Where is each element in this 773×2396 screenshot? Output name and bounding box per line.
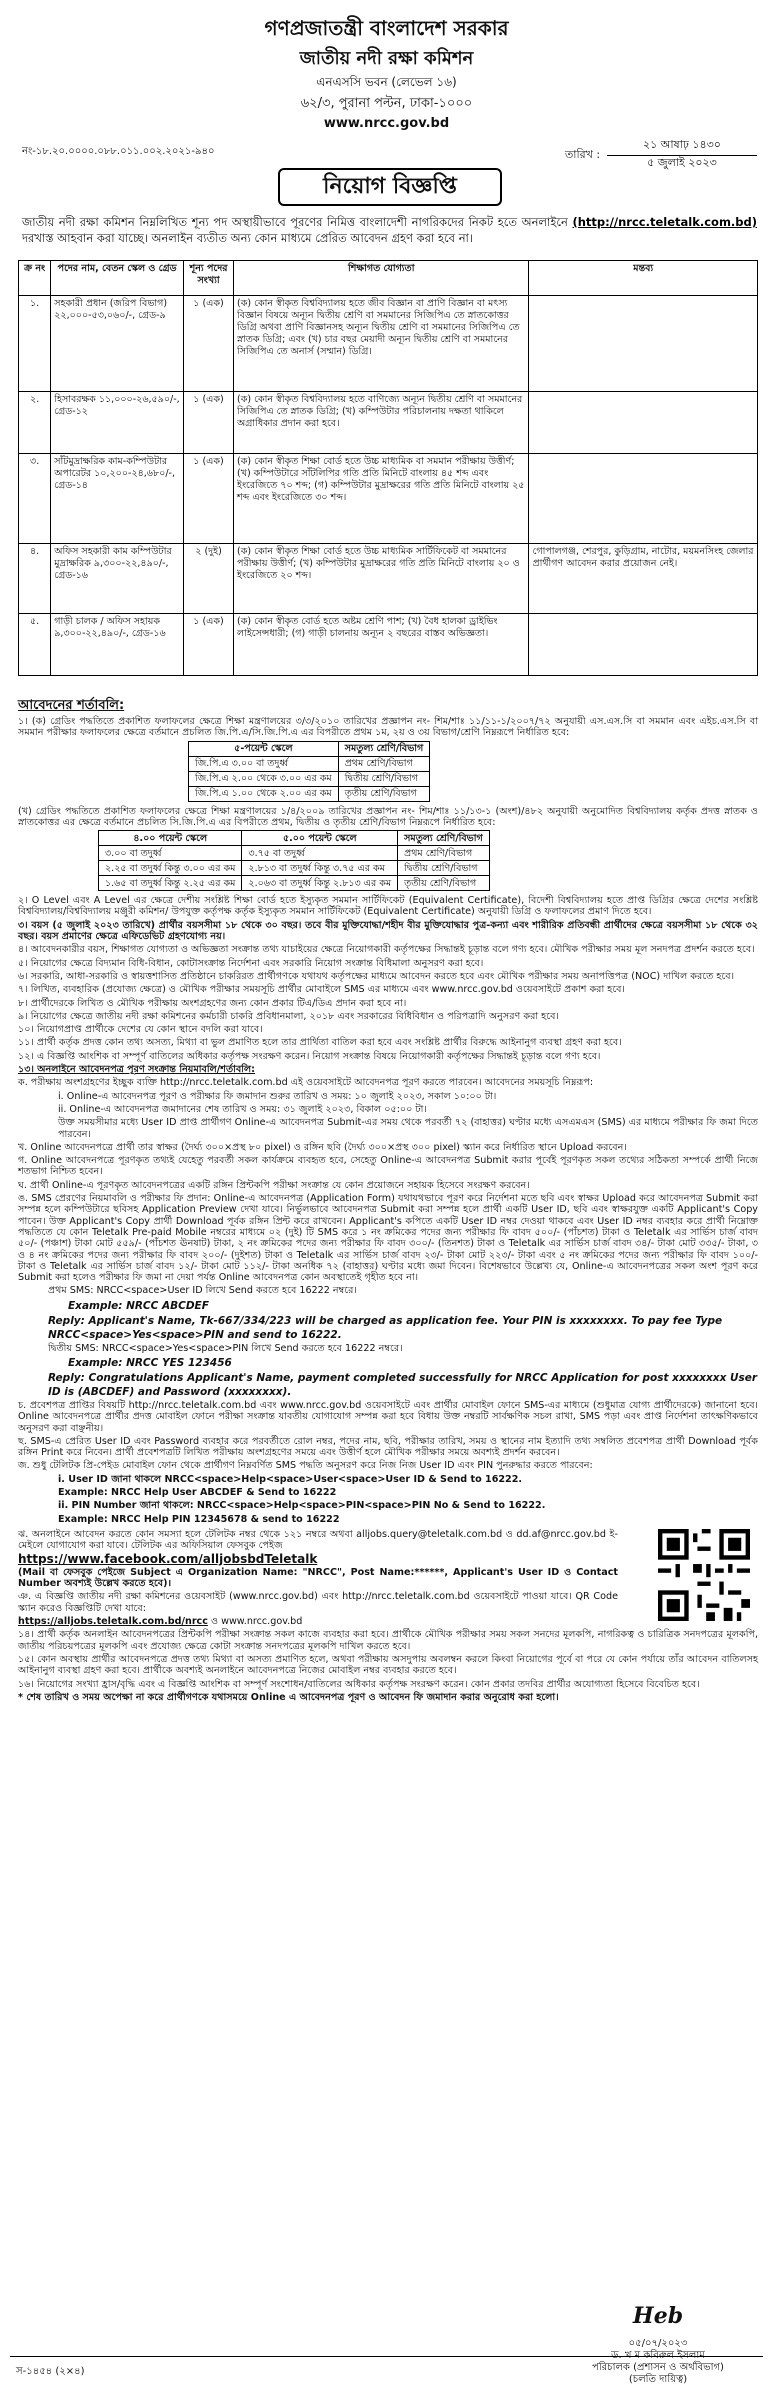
gpa-cell: জি.পি.এ ৩.০০ বা তদুর্ধ্ব [189,756,339,771]
cgpa-header: ৫.০০ পয়েন্ট স্কেলে [242,831,398,846]
row-remark [529,614,758,676]
condition-8: ৮। প্রার্থীদেরকে লিখিত ও মৌখিক পরীক্ষায় অংশগ্রহণের জন্য কোন প্রকার টিএ/ডিএ প্রদান করা হবে না। [18,997,407,1009]
job-table [18,260,758,676]
row-post: অফিস সহকারী কাম কম্পিউটার মুদ্রাক্ষরিক ৯,৩০০-২২,৪৯০/-, গ্রেড-১৬ [51,544,184,614]
application-link[interactable]: (http://nrcc.teletalk.com.bd) [572,215,758,229]
online-rule-end: ii. Online-এ আবেদনপত্র জমাদানের শেষ তারিখ ও সময়: ৩১ জুলাই ২০২৩, বিকাল ০৫:০০ টা। [58,1103,427,1115]
admit-card-info: চ. প্রবেশপত্র প্রাপ্তির বিষয়টি http://nrcc.teletalk.com.bd এবং www.nrcc.gov.bd ওয়েবসাইটে এবং প্রার্থীর মোবাইল ফোনে SMS-এর মাধ্যমে (শুধুমাত্র যোগ্য প্রার্থীদেরকে) জানানো হবে। Online আবেদনপত্রে প্রার্থীর প্রদত্ত মোবাইল ফোনে পরীক্ষা সংক্রান্ত যাবতীয় যোগাযোগ সম্পন্ন করা হবে বিধায় উক্ত নম্বরটি সার্বক্ষণিক সচল রাখা, SMS পড়া এবং প্রাপ্ত নির্দেশনা তাৎক্ষণিকভাবে অনুসরণ করা বাঞ্ছনীয়। [18,1399,758,1434]
table-row [19,392,758,454]
row-remark: গোপালগঞ্জ, শেরপুর, কুড়িগ্রাম, নাটোর, ময়মনসিংহ জেলার প্রার্থীগণ আবেদন করার প্রয়োজন নেই। [529,544,758,614]
gpa-table [188,741,430,802]
header-government: গণপ্রজাতন্ত্রী বাংলাদেশ সরকার [264,16,509,40]
conditions-title: আবেদনের শর্তাবলি: [18,698,125,713]
qr-code-icon [658,1529,750,1621]
row-qualification: (ক) কোন স্বীকৃত বিশ্ববিদ্যালয় হতে বাণিজ্যে অন্যূন দ্বিতীয় শ্রেণি বা সমমানের সিজিপিএ তে স্নাতক ডিগ্রি; (খ) কম্পিউটার পরিচালনায় দক্ষতা থাকিলে অগ্রাধিকার প্রদান করা হবে। [234,392,529,454]
row-count: ১ (এক) [184,614,234,676]
cgpa-cell: ৩.৭৫ বা তদুর্ধ্ব [242,846,398,861]
help-text-2: (Mail বা ফেসবুক পেইজে Subject এ Organization Name: "NRCC", Post Name:******, Applicant's User ID ও Contact Number অবশ্যই উল্লেখ করতে হবে)। [18,1566,618,1590]
row-qualification: (ক) কোন স্বীকৃত শিক্ষা বোর্ড হতে উচ্চ মাধ্যমিক সার্টিফিকেট বা সমমানের পরীক্ষায় উত্তীর্ণ; (খ) কম্পিউটার মুদ্রাক্ষরের গতি প্রতি মিনিটে বাংলায় ২০ ও ইংরেজিতে ২০ শব্দ। [234,544,529,614]
row-post: গাড়ী চালক / অফিস সহায়ক ৯,৩০০-২২,৪৯০/-, গ্রেড-১৬ [51,614,184,676]
row-qualification: (ক) কোন স্বীকৃত বিশ্ববিদ্যালয় হতে জীব বিজ্ঞান বা প্রাণি বিজ্ঞান বা মৎস্য বিজ্ঞান বিষয়ে অন্যূন দ্বিতীয় শ্রেণি বা সমমানের সিজিপিএ তে স্নাতকোত্তর ডিগ্রি অথবা প্রাণি বিজ্ঞানসহ অন্যূন দ্বিতীয় শ্রেণি বা সমমানের সিজিপিএ তে স্নাতক ডিগ্রি; এবং (খ) চার বছর মেয়াদী অন্যূন দ্বিতীয় শ্রেণি বা সমমানের সিজিপিএ তে অনার্স (সম্মান) ডিগ্রি। [234,296,529,392]
gpa-cell: জি.পি.এ ১.০০ থেকে ২.০০ এর কম [189,786,339,801]
recovery-example-2: Example: NRCC Help PIN 12345678 & send to 16222 [58,1513,340,1525]
signatory-title: পরিচালক (প্রশাসন ও অর্থবিভাগ) [592,2362,724,2373]
col-qualification: শিক্ষাগত যোগ্যতা [234,261,529,296]
intro-text-2: দরখাস্ত আহবান করা যাচ্ছে। অনলাইন ব্যতীত অন্য কোন মাধ্যমে প্রেরিত আবেদন গ্রহণ করা হবে না। [22,231,474,245]
online-rule-ga: গ. Online আবেদনপত্রে পূরণকৃত তথ্যই যেহেতু পরবর্তী সকল কার্যক্রমে ব্যবহৃত হবে, সেহেতু Online-এ আবেদনপত্র Submit করার পূর্বেই পূরণকৃত সকল তথ্যের সঠিকতা সম্পর্কে প্রার্থী নিজে শতভাগ নিশ্চিত হবেন। [18,1155,758,1178]
table-row [19,544,758,614]
footer-divider [10,2356,763,2357]
sms-second-label: দ্বিতীয় SMS: NRCC<space>Yes<space>PIN লিখে Send করতে হবে 16222 নম্বরে। [48,1342,403,1354]
condition-2: ২। O Level এবং A Level এর ক্ষেত্রে দেশীয় সংশ্লিষ্ট শিক্ষা বোর্ড হতে ইস্যুকৃত সমমান সার্টিফিকেট (Equivalent Certificate), বিদেশী বিশ্ববিদ্যালয় হতে প্রাপ্ত ডিগ্রির ক্ষেত্রে দেশের সংশ্লিষ্ট বিশ্ববিদ্যালয়/বিশ্ববিদ্যালয় মঞ্জুরী কমিশন/ উপযুক্ত কর্তৃপক্ষ কর্তৃক ইস্যুকৃত সমমান সার্টিফিকেট (Equivalent Certificate) অনুযায়ী ডিগ্রি ও ফলাফলের প্রমাণ দিতে হবে। [18,895,758,918]
help-text [18,1529,618,1629]
row-serial: ৩. [19,454,51,544]
date-english: ৫ জুলাই ২০২৩ [647,156,717,169]
footer-number: স-১৪৫৪ (২×৪) [16,2366,85,2377]
sms-example-1: Example: NRCC ABCDEF [68,1299,209,1312]
online-rule-sms: ঙ. SMS প্রেরণের নিয়মাবলি ও পরীক্ষার ফি প্রদান: Online-এ আবেদনপত্র (Application Form) যথাযথভাবে পূরণ করে নির্দেশনা মতে ছবি এবং স্বাক্ষর Upload করে আবেদনপত্র Submit করা সম্পন্ন হলে কম্পিউটারে ছবিসহ Application Preview দেখা যাবে। নির্ভুলভাবে আবেদনপত্র Submit করা সম্পন্ন হলে প্রার্থী একটি User ID, ছবি এবং স্বাক্ষরযুক্ত একটি Applicant's Copy পাবেন। উক্ত Applicant's Copy প্রার্থী Download পূর্বক রঙ্গিন প্রিন্ট করে রাখবেন। Applicant's কপিতে একটি User ID নম্বর দেওয়া থাকবে এবং User ID নম্বর ব্যবহার করে প্রার্থী নিম্নোক্ত পদ্ধতিতে যে কোন Teletalk Pre-paid Mobile নম্বরের মাধ্যমে ০২ (দুই) টি SMS করে ১ নং ক্রমিকের পদের জন্য পরীক্ষার ফি বাবদ ৫০০/- (পাঁচশত) টাকা ও Teletalk এর সার্ভিস চার্জ বাবদ ৫০/- (পঞ্চাশ) টাকা মোট ৫৫৯/- (পাঁচশত ঊনষাট) টাকা, ২ নং ক্রমিকের পদের জন্য পরীক্ষার ফি বাবদ ৩০০/- (তিনশত) টাকা ও Teletalk এর সার্ভিস চার্জ বাবদ ৩৪/- টাকা মোট ৩৩৫/- টাকা, ৩ ও ৪ নং ক্রমিকের পদের জন্য পরীক্ষার ফি বাবদ ২০০/- (দুইশত) টাকা ও Teletalk এর সার্ভিস চার্জ বাবদ ২৩/- টাকা মোট ২২৩/- টাকা এবং ৫ নং ক্রমিকের পদের জন্য পরীক্ষার ফি বাবদ ১০০/- টাকা ও Teletalk এর সার্ভিস চার্জ বাবদ ১২/- টাকা মোট ১১২/- টাকা অনধিক ৭২ (বাহাত্তর) ঘণ্টার মধ্যে জমা দিবেন। বিশেষভাবে উল্লেখ্য যে, Online-এ আবেদনপত্রের সকল অংশ পূরণ করে Submit করা হলেও পরীক্ষার ফি জমা না দেয়া পর্যন্ত Online আবেদনপত্র কোন অবস্থাতেই গৃহীত হবে না। [18,1193,758,1284]
row-post: সাঁটমুদ্রাক্ষরিক কাম-কম্পিউটার অপারেটর ১০,২০০-২৪,৬৮০/-, গ্রেড-১৪ [51,454,184,544]
pin-recovery-info: জ. শুধু টেলিটক প্রি-পেইড মোবাইল ফোন থেকে প্রার্থীগণ নিম্নবর্ণিত SMS পদ্ধতি অনুসরণ করে নিজ নিজ User ID এবং PIN পুনরুদ্ধার করতে পারবেন: [18,1460,593,1472]
gpa-cell: জি.পি.এ ২.০০ থেকে ৩.০০ এর কম [189,771,339,786]
intro-text-1: জাতীয় নদী রক্ষা কমিশন নিম্নলিখিত শূন্য পদ অস্থায়ীভাবে পূরণের নিমিত্ত বাংলাদেশী নাগরিকদের নিকট হতে অনলাইনে [22,215,568,229]
cgpa-cell: তৃতীয় শ্রেণি/বিভাগ [398,876,490,891]
facebook-link[interactable]: https://www.facebook.com/alljobsbdTeletalk [18,1551,318,1566]
table-row [99,876,490,891]
row-qualification: (ক) কোন স্বীকৃত বোর্ড হতে অষ্টম শ্রেণি পাশ; (খ) বৈধ হালকা ড্রাইভিং লাইসেন্সধারী; (গ) গাড়ী চালনায় অন্যূন ২ বছরের বাস্তব অভিজ্ঞতা। [234,614,529,676]
user-id-info: ছ. SMS-এ প্রেরিত User ID এবং Password ব্যবহার করে পরবর্তীতে রোল নম্বর, পদের নাম, ছবি, পরীক্ষার তারিখ, সময় ও স্থানের নাম ইত্যাদি তথ্য সম্বলিত প্রবেশপত্র প্রার্থী Download পূর্বক রঙ্গিন Print করে নিবেন। প্রার্থী প্রবেশপত্রটি লিখিত পরীক্ষায় অংশগ্রহণের সময়ে এবং উত্তীর্ণ হলে মৌখিক পরীক্ষার সময়ে অবশ্যই প্রদর্শন করবেন। [18,1435,758,1459]
cgpa-cell: ২.০৬৩ বা তদুর্ধ্ব কিন্তু ২.৮১৩ এর কম [242,876,398,891]
help-section [18,1529,758,1629]
row-count: ২ (দুই) [184,544,234,614]
online-rule-ka: ক. পরীক্ষায় অংশগ্রহণের ইচ্ছুক ব্যক্তি http://nrcc.teletalk.com.bd এই ওয়েবসাইটে আবেদনপত্র পূরণ করতে পারবেন। আবেদনের সময়সূচি নিম্নরূপ: [18,1077,594,1089]
gpa-cell: তৃতীয় শ্রেণি/বিভাগ [338,786,430,801]
sms-reply-1: Reply: Applicant's Name, Tk-667/334/223 will be charged as application fee. Your PIN is xxxxxxxx. To pay fee Type NRCC<space>Yes<space>PIN and send to 16222. [48,1314,723,1341]
condition-12: ১২। এ বিজ্ঞপ্তি আংশিক বা সম্পূর্ণ বাতিলের অধিকার কর্তৃপক্ষ সংরক্ষণ করেন। নিয়োগ সংক্রান্ত বিষয়ে নিয়োগকারী কর্তৃপক্ষের সিদ্ধান্তই চূড়ান্ত বলে গণ্য হবে। [18,1050,601,1062]
condition-9: ৯। নিয়োগের ক্ষেত্রে জাতীয় নদী রক্ষা কমিশনের কর্মচারী চাকরি প্রবিধানমালা, ২০১৮ এবং সরকারের বিধিবিধান ও পরিপত্রাদি অনুসরণ করা হবে। [18,1010,559,1022]
gpa-header-class: সমতুল্য শ্রেণি/বিভাগ [338,741,430,756]
table-row [19,454,758,544]
help-text-3: ঞ. এ বিজ্ঞপ্তি জাতীয় নদী রক্ষা কমিশনের ওয়েবসাইট (www.nrcc.gov.bd) এবং http://nrcc.teletalk.com.bd ওয়েবসাইটে পাওয়া যাবে। QR Code স্ক্যান করেও বিজ্ঞপ্তিটি দেখা যাবে: [18,1591,618,1614]
table-row [19,614,758,676]
condition-11: ১১। প্রার্থী কর্তৃক প্রদত্ত কোন তথ্য অসত্য, মিথ্যা বা ভুল প্রমাণিত হলে তার প্রার্থিতা বাতিল করা হবে এবং সংশ্লিষ্ট প্রার্থীর বিরুদ্ধে আইনানুগ ব্যবস্থা গ্রহণ করা হবে। [18,1037,622,1049]
cgpa-cell: ২.৮১৩ বা তদুর্ধ্ব কিন্তু ৩.৭৫ এর কম [242,861,398,876]
row-serial: ১. [19,296,51,392]
signatory-title-2: (চলতি দায়িত্ব) [628,2374,688,2385]
row-qualification: (ক) কোন স্বীকৃত শিক্ষা বোর্ড হতে উচ্চ মাধ্যমিক বা সমমান পরীক্ষায় উত্তীর্ণ; (খ) কম্পিউটারে সাঁটলিপির গতি প্রতি মিনিটে বাংলায় ৪৫ শব্দ এবং ইংরেজিতে ৭০ শব্দ; (গ) কম্পিউটার মুদ্রাক্ষরের গতি প্রতি মিনিটে বাংলায় ২৫ শব্দ এবং ইংরেজিতে ৩০ শব্দ। [234,454,529,544]
table-row [99,846,490,861]
condition-3: ৩। বয়স (৫ জুলাই ২০২৩ তারিখে) প্রার্থীর বয়সসীমা ১৮ থেকে ৩০ বছর। তবে বীর মুক্তিযোদ্ধা/শহীদ বীর মুক্তিযোদ্ধার পুত্র-কন্যা এবং শারীরিক প্রতিবন্ধী প্রার্থীদের ক্ষেত্রে বয়সসীমা ১৮ থেকে ৩২ বছর। বয়স প্রমাণের ক্ষেত্রে এফিডেভিট গ্রহণযোগ্য নয়। [18,919,758,943]
date-bangla: ২১ আষাঢ় ১৪৩০ [607,136,757,156]
table-row [189,756,430,771]
cgpa-table [98,830,490,891]
recovery-example-1: Example: NRCC Help User ABCDEF & Send to 16222 [58,1487,337,1499]
row-serial: ২. [19,392,51,454]
row-remark [529,454,758,544]
cgpa-paragraph: (খ) গ্রেডিং পদ্ধতিতে প্রকাশিত ফলাফলের ক্ষেত্রে শিক্ষা মন্ত্রণালয়ের ১/৪/২০০৯ তারিখের প্রজ্ঞাপন নং- শিম/শাঃ ১১/১৩-১ (অংশ)/৪৮২ অনুযায়ী অনুমোদিত বিশ্ববিদ্যালয় কর্তৃক প্রদত্ত স্নাতক ও স্নাতকোত্তর এর ক্ষেত্রে বর্তমানে প্রচলিত সি.জি.পি.এ এর বিপরীতে প্রথম, দ্বিতীয় ও তৃতীয় শ্রেণি/বিভাগ নিম্নরূপে নির্ধারিত হবে: [18,805,758,828]
memo-number: নং-১৮.২০.০০০০.০৮৮.০১১.০০২.২০২১-৯৪০ [22,146,215,157]
recovery-user-id: i. User ID জানা থাকলে NRCC<space>Help<space>User<space>User ID & Send to 16222. [58,1473,523,1485]
gpa-cell: প্রথম শ্রেণি/বিভাগ [338,756,430,771]
col-count: শূন্য পদের সংখ্যা [184,261,234,296]
col-remark: মন্তব্য [529,261,758,296]
condition-10: ১০। নিয়োগপ্রাপ্ত প্রার্থীকে দেশের যে কোন স্থানে বদলি করা যাবে। [18,1024,263,1036]
row-count: ১ (এক) [184,392,234,454]
alljobs-link[interactable]: https://alljobs.teletalk.com.bd/nrcc [18,1616,208,1628]
intro-paragraph [22,214,757,246]
condition-6: ৬। সরকারি, আধা-সরকারি ও স্বায়ত্তশাসিত প্রতিষ্ঠানে চাকরিরত প্রার্থীগণকে যথাযথ কর্তৃপক্ষের মাধ্যমে আবেদন করতে হবে এবং মৌখিক পরীক্ষার সময় অনাপত্তিপত্র (NOC) দাখিল করতে হবে। [18,970,735,982]
row-serial: ৫. [19,614,51,676]
condition-14: ১৪। প্রার্থী কর্তৃক অনলাইন আবেদনপত্রের প্রিন্টকপি পরীক্ষা সংক্রান্ত সকল কাজে ব্যবহার করা হবে। প্রার্থীকে মৌখিক পরীক্ষার সময় সকল সনদের মূলকপি, নাগরিকত্ব ও চারিত্রিক সনদপত্রের মূলকপি, জাতীয় পরিচয়পত্রের মূলকপি এবং প্রযোজ্য ক্ষেত্রে কোটা সংক্রান্ত সনদপত্রের মূলকপি দাখিল করতে হবে। [18,1629,758,1652]
table-row [19,296,758,392]
deadline-note: * শেষ তারিখ ও সময় অপেক্ষা না করে প্রার্থীগণকে যথাসময়ে Online এ আবেদনপত্র পূরণ ও আবেদন ফি জমাদান করার অনুরোধ করা হলো। [18,1691,559,1703]
header-website[interactable]: www.nrcc.gov.bd [323,116,450,131]
cgpa-cell: ১.৬৫ বা তদুর্ধ্ব কিন্তু ২.২৫ এর কম [99,876,242,891]
cgpa-cell: প্রথম শ্রেণি/বিভাগ [398,846,490,861]
condition-15: ১৫। কোন অবস্থায় প্রার্থীর আবেদনপত্রে প্রদত্ত তথ্য মিথ্যা বা অসত্য প্রমাণিত হলে, অথবা পরীক্ষায় অসদুপায় অবলম্বন করলে কিংবা নিয়োগের পূর্বে বা পরে যে কোন পর্যায়ে তাঁর আবেদন বাতিলসহ আইনানুগ ব্যবস্থা গ্রহণ করা হবে। প্রার্থীকে অবশ্যই অনলাইনে আবেদনপত্রে নিজের মোবাইল নম্বর ব্যবহার করতে হবে। [18,1653,758,1677]
cgpa-header: সমতুল্য শ্রেণি/বিভাগ [398,831,490,846]
row-remark [529,296,758,392]
row-count: ১ (এক) [184,296,234,392]
gpa-cell: দ্বিতীয় শ্রেণি/বিভাগ [338,771,430,786]
online-rule-kha: খ. Online আবেদনপত্রে প্রার্থী তার স্বাক্ষর (দৈর্ঘ্য ৩০০×প্রস্থ ৮০ pixel) ও রঙ্গিন ছবি (দৈর্ঘ্য ৩০০×প্রস্থ ৩০০ pixel) স্ক্যান করে নির্ধারিত স্থানে Upload করবেন। [18,1141,627,1153]
row-remark [529,392,758,454]
col-post: পদের নাম, বেতন স্কেল ও গ্রেড [51,261,184,296]
help-text-1: ঝ. অনলাইনে আবেদন করতে কোন সমস্যা হলে টেলিটক নম্বর থেকে ১২১ নম্বরে অথবা alljobs.query@teletalk.com.bd ও dd.af@nrcc.gov.bd ই-মেইলে যোগাযোগ করা যাবে। টেলিটক এর অফিসিয়াল ফেসবুক পেইজ [18,1528,618,1552]
header-address: ৬২/৩, পুরানা পল্টন, ঢাকা-১০০০ [300,96,473,111]
signature-scribble: Heb [632,2303,684,2329]
condition-4: ৪। আবেদনকারীর বয়স, শিক্ষাগত যোগ্যতা ও অভিজ্ঞতা সংক্রান্ত তথ্য যাচাইয়ের ক্ষেত্রে নিয়োগকারী কর্তৃপক্ষের সিদ্ধান্তই চূড়ান্ত বলে গণ্য হবে। মৌখিক পরীক্ষার সময় মূল সনদপত্র প্রদর্শন করতে হবে। [18,944,755,956]
condition-7: ৭। লিখিত, ব্যবহারিক (প্রযোজ্য ক্ষেত্রে) ও মৌখিক পরীক্ষার সময়সূচি প্রার্থীর মোবাইলে SMS এর মাধ্যমে এবং www.nrcc.gov.bd ওয়েবসাইটে প্রকাশ করা হবে। [18,984,625,996]
online-rule-fee-window: উক্ত সময়সীমার মধ্যে User ID প্রাপ্ত প্রার্থীগণ Online-এ আবেদনপত্র Submit-এর সময় থেকে পরবর্তী ৭২ (বাহাত্তর) ঘণ্টার মধ্যে এসএমএস (SMS) এর মাধ্যমে পরীক্ষার ফি জমা দিতে পারবেন। [58,1117,758,1140]
sms-example-2: Example: NRCC YES 123456 [68,1356,232,1369]
sms-reply-2: Reply: Congratulations Applicant's Name, payment completed successfully for NRCC Application for post xxxxxxxx User ID is (ABCDEF) and Password (xxxxxxxx). [48,1371,758,1398]
condition-5: ৫। নিয়োগের ক্ষেত্রে বিদ্যমান বিধি-বিধান, কোটাসংক্রান্ত নির্দেশনা এবং সরকারি নিয়োগ সংক্রান্ত বিধিমালা অনুসরণ করা হবে। [18,957,484,969]
table-row [189,786,430,801]
table-row [189,771,430,786]
header-commission: জাতীয় নদী রক্ষা কমিশন [299,48,474,69]
row-serial: ৪. [19,544,51,614]
col-serial: ক্র নং [19,261,51,296]
table-row [99,861,490,876]
date-label: তারিখ : [565,148,601,161]
help-text-4: ও www.nrcc.gov.bd [211,1616,303,1628]
signature-date: ০৫/০৭/২০২৩ [628,2338,688,2349]
condition-1: ১। (ক) গ্রেডিং পদ্ধতিতে প্রকাশিত ফলাফলের ক্ষেত্রে শিক্ষা মন্ত্রণালয়ের ৩/৩/২০১০ তারিখের প্রজ্ঞাপন নং- শিম/শাঃ ১১/১১-১/২০০৭/৭২ অনুযায়ী এস.এস.সি বা সমমান এবং এইচ.এস.সি বা সমমান পরীক্ষার ফলাফলের ক্ষেত্রে বর্তমানে প্রচলিত জি.পি.এ/সি.জি.পি.এ এর বিপরীতে প্রথম ১ম, ২য় ও ৩য় বিভাগ/শ্রেণি নিম্নরূপে নির্ধারিত হবে: [18,716,758,739]
row-count: ১ (এক) [184,454,234,544]
cgpa-cell: দ্বিতীয় শ্রেণি/বিভাগ [398,861,490,876]
condition-16: ১৬। নিয়োগের সংখ্যা হ্রাস/বৃদ্ধি এবং এ বিজ্ঞপ্তি আংশিক বা সম্পূর্ণ সংশোধন/বাতিলের অধিকার কর্তৃপক্ষ সংরক্ষণ করেন। কোন প্রকার তদবির প্রার্থীর অযোগ্যতা হিসেবে বিবেচিত হবে। [18,1678,700,1690]
header-building: এনএসসি ভবন (লেভেল ১৬) [316,75,457,89]
conditions-body [18,716,758,1705]
row-post: সহকারী প্রধান (জরিপ বিভাগ) ২২,০০০-৫৩,০৬০/-, গ্রেড-৯ [51,296,184,392]
signature-block [558,2303,758,2386]
recovery-pin: ii. PIN Number জানা থাকলে: NRCC<space>Help<space>PIN<space>PIN No & Send to 16222. [58,1500,546,1512]
gpa-header-scale: ৫-পয়েন্ট স্কেলে [189,741,339,756]
cgpa-header: ৪.০০ পয়েন্ট স্কেলে [99,831,242,846]
sms-first-label: প্রথম SMS: NRCC<space>User ID লিখে Send করতে হবে 16222 নম্বরে। [48,1285,357,1297]
online-rule-gha: ঘ. প্রার্থী Online-এ পূরণকৃত আবেদনপত্রের একটি রঙ্গিন প্রিন্টকপি পরীক্ষা সংক্রান্ত যে কোন প্রয়োজনে সহায়ক হিসেবে সংরক্ষণ করবেন। [18,1179,530,1191]
cgpa-cell: ২.২৫ বা তদুর্ধ্ব কিন্তু ৩.০০ এর কম [99,861,242,876]
online-rules-title: ১৩। অনলাইনে আবেদনপত্র পূরণ সংক্রান্ত নিয়মাবলি/শর্তাবলি: [18,1064,256,1076]
online-rule-start: i. Online-এ আবেদনপত্র পূরণ ও পরীক্ষার ফি জমাদান শুরুর তারিখ ও সময়: ১০ জুলাই ২০২৩, সকাল ১০:০০ টা। [58,1090,497,1102]
cgpa-cell: ৩.০০ বা তদুর্ধ্ব [99,846,242,861]
signatory-name: ড. খ ম কবিরুল ইসলাম [611,2350,705,2361]
page-title: নিয়োগ বিজ্ঞপ্তি [278,168,502,206]
row-post: হিসাবরক্ষক ১১,০০০-২৬,৫৯০/-, গ্রেড-১২ [51,392,184,454]
